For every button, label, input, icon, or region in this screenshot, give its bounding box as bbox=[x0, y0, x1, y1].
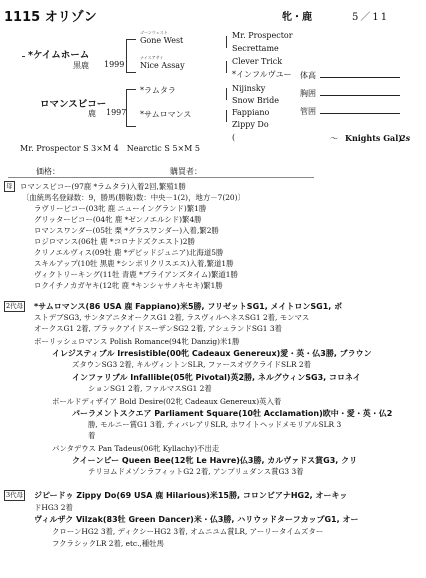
bottom-open: ( bbox=[232, 133, 236, 142]
dam-color: 鹿 bbox=[88, 109, 96, 118]
price-field: 価格： 購買者： bbox=[36, 167, 202, 176]
gs1-ruby: ゴーンウェスト bbox=[140, 30, 168, 35]
fam-l10: ロクイチノカガヤキ(12牝 鹿 *キンシャサノキセキ)繁1勝 bbox=[34, 281, 223, 290]
lot-number: 5／11 bbox=[352, 12, 390, 23]
fam-l8: スキルアップ(10牡 黒鹿 *シンボリクリスエス)入着,繁道1勝 bbox=[34, 259, 234, 268]
ggs-3: Clever Trick bbox=[232, 57, 283, 66]
gd1: Nice Assay bbox=[140, 61, 185, 70]
ggs-4: *インフルヴユー bbox=[232, 70, 292, 79]
fam-l24: クイーンビー Queen Bee(12牝 Le Havre)仏3勝, カルヴァドス賞G3, クリ bbox=[72, 456, 358, 465]
fam-l18: ションSG1 2着, ファルマスSG1 2着 bbox=[88, 384, 212, 393]
gd2: *サムロマンス bbox=[140, 110, 192, 119]
girth-field: 胸囲 bbox=[300, 88, 400, 99]
fam-l26: ジピードゥ Zippy Do(69 USA 鹿 Hilarious)米15勝, コロンビアナHG2, オーキッ bbox=[34, 491, 348, 500]
ggs-6: Snow Bride bbox=[232, 96, 279, 105]
gs1: Gone West bbox=[140, 36, 184, 45]
tag-2nd-dam: 2代母 bbox=[6, 302, 24, 310]
fam-l19: ボールドディザイア Bold Desire(02牝 Cadeaux Genereux)英入着 bbox=[52, 397, 282, 406]
ggs-1: Mr. Prospector bbox=[232, 31, 293, 40]
fam-l2: 〔血統馬名登録数：9，勝馬(勝鞍)数：中央－1(2)，地方－7(20)〕 bbox=[22, 193, 245, 202]
inbreed: Mr. Prospector S 3×M 4 Nearctic S 5×M 5 bbox=[20, 144, 200, 153]
ggs-2: Secrettame bbox=[232, 44, 279, 53]
lot-title: 1115 オリゾン bbox=[4, 10, 97, 25]
fam-l21: 勝, モルニー賞G1 3着, ティバレアリSLR, ホワイトヘッドメモリアルSLR 3 bbox=[88, 420, 342, 429]
ggs-8: Zippy Do bbox=[232, 120, 269, 129]
fam-l14: ボーリッシュロマンス Polish Romance(94牝 Danzig)米1勝 bbox=[34, 337, 240, 346]
gs2: *ラムタラ bbox=[140, 86, 176, 95]
tag-3rd-dam: 3代母 bbox=[6, 491, 24, 499]
fam-l27: ドHG3 2着 bbox=[34, 503, 73, 512]
fam-l13: オークスG1 2着, ブラックアイドスーザンSG2 2着, アシュランドSG1 3着 bbox=[34, 324, 282, 333]
fam-l1: ロマンスビコー(97鹿 *ラムタラ)入着2回,繁殖1勝 bbox=[20, 182, 186, 191]
fam-l20: パーラメントスクエア Parliament Square(10牡 Acclamation)欧中・愛・英・仏2 bbox=[72, 409, 393, 418]
dam-year: 1997 bbox=[106, 108, 127, 117]
fam-l30: フクラシックLR 2着, etc.,種牡馬 bbox=[52, 539, 164, 548]
fam-l9: ヴィクトリーキング(11牡 青鹿 *ブライアンズタイム)繁道1勝 bbox=[34, 270, 238, 279]
fam-l11: *サムロマンス(86 USA 鹿 Fappiano)米5勝, フリゼットSG1, メイトロンSG1, ボ bbox=[34, 302, 343, 311]
fam-l4: グリッタービコー(04牝 鹿 *ゼンノエルシド)繁4勝 bbox=[34, 215, 202, 224]
fam-l12: ストデブSG3, サンタアニタオークスG1 2着, ラスヴィルヘネスSG1 2着, モンマス bbox=[34, 313, 310, 322]
fam-l5: ロマンスワンダー(05牡 栗 *グラスワンダー)入着,繁2勝 bbox=[34, 226, 219, 235]
fam-l25: テリヨムドメゾンラフィットG2 2着, アンプリュダンス賞G3 3着 bbox=[88, 467, 304, 476]
ggs-7: Fappiano bbox=[232, 108, 270, 117]
fam-l29: クローンHG2 3着, ディクシーHG2 3着, オムニユム賞LR, アーリータイムズター bbox=[52, 527, 324, 536]
fam-l22: 着 bbox=[88, 431, 96, 440]
sex-color: 牝・鹿 bbox=[282, 12, 312, 23]
fam-l16: ズタウンSG3 2着, キルヴィントンSLR, ファースオヴクライドSLR 2着 bbox=[72, 360, 311, 369]
tag-dam: 母 bbox=[6, 182, 13, 190]
height-field: 体高 bbox=[300, 70, 400, 81]
sire-color: 黒鹿 bbox=[73, 61, 89, 70]
ggs-5: Nijinsky bbox=[232, 84, 266, 93]
fam-l28: ヴィルザク Vilzak(83牡 Green Dancer)米・仏3勝, ハリウッドターフカップG1, オー bbox=[34, 515, 359, 524]
sire-year: 1999 bbox=[104, 60, 125, 69]
bottom-close: ～ bbox=[330, 134, 338, 143]
bottom-horse: Knights Gal) bbox=[345, 133, 403, 143]
bottom-age: 2s bbox=[400, 133, 411, 143]
fam-l23: パンタデウス Pan Tadeus(06牝 Kyllachy)不出走 bbox=[52, 444, 220, 453]
gd1-ruby: ナイスアサイ bbox=[140, 55, 164, 60]
dam-name: ロマンスビコー bbox=[40, 99, 107, 110]
fam-l17: インファリブル Infallible(05牝 Pivotal)英2勝, ネルグウィンSG3, コロネイ bbox=[72, 373, 361, 382]
fam-l3: ラヴリービコー(03牝 鹿 ニューイングランド)繁1勝 bbox=[34, 204, 207, 213]
fam-l7: クリノエルヴィス(09牡 鹿 *デビッドジュニア)北海道5勝 bbox=[34, 248, 224, 257]
fam-l6: ロジロマンス(06牡 鹿 *コロナドズクエスト)2勝 bbox=[34, 237, 195, 246]
fam-l15: イレジスティブル Irresistible(00牝 Cadeaux Genereux)愛・英・仏3勝, ブラウン bbox=[52, 349, 372, 358]
sire-name: *ケイムホーム bbox=[28, 50, 90, 61]
cannon-field: 管囲 bbox=[300, 106, 400, 117]
